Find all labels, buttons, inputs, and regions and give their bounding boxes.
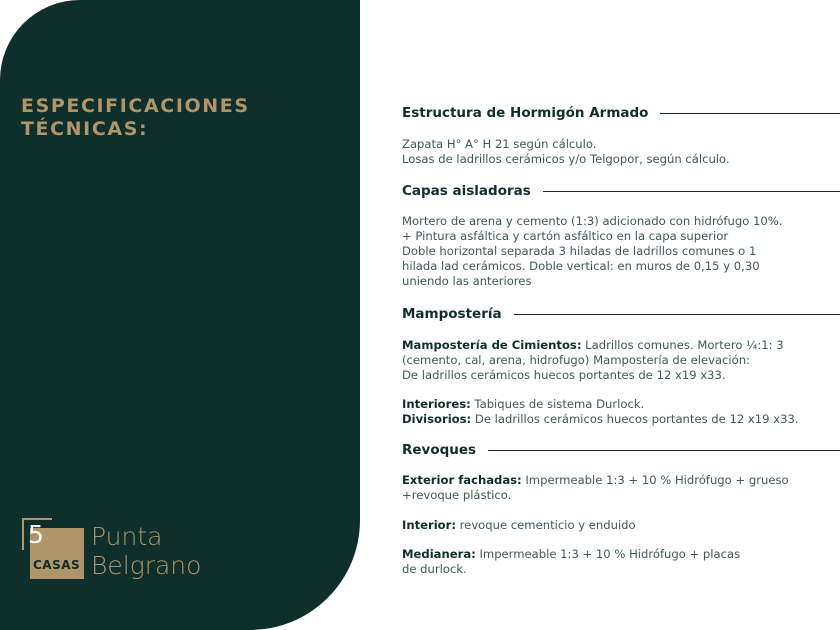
interior-text <box>402 518 832 533</box>
cimientos-label: Mampostería de Cimientos: <box>402 338 582 352</box>
text-line: + Pintura asfáltica y cartón asfáltico en la capa superior <box>402 229 729 243</box>
text-line: Mortero de arena y cemento (1:3) adicionado con hidrófugo 10%. <box>402 214 783 228</box>
text-line <box>402 473 832 488</box>
interiores-label: Interiores: <box>402 397 471 411</box>
section-heading-revoques <box>402 442 840 458</box>
text-line <box>402 412 832 427</box>
section-heading-mamposteria <box>402 306 840 322</box>
title-line-2: TÉCNICAS: <box>21 118 149 140</box>
estructura-text <box>402 137 832 167</box>
logo-number: 5 <box>28 520 44 549</box>
logo-name-line-1: Punta <box>91 522 163 551</box>
logo-badge <box>22 518 84 579</box>
capas-text <box>402 214 832 289</box>
text-line <box>402 518 832 533</box>
exterior-text <box>402 473 832 503</box>
section-heading-capas <box>402 183 840 199</box>
exterior-value: Impermeable 1:3 + 10 % Hidrófugo + grueso <box>521 473 789 487</box>
heading-text: Capas aisladoras <box>402 183 531 199</box>
divisorios-value: De ladrillos cerámicos huecos portantes de 12 x19 x33. <box>471 412 799 426</box>
interiores-text <box>402 397 832 427</box>
text-line: Doble horizontal separada 3 hiladas de ladrillos comunes o 1 <box>402 244 757 258</box>
heading-rule <box>488 450 840 451</box>
text-line: +revoque plástico. <box>402 488 512 502</box>
heading-rule <box>543 191 840 192</box>
text-line: Zapata H° A° H 21 según cálculo. <box>402 137 597 151</box>
exterior-label: Exterior fachadas: <box>402 473 522 487</box>
text-line: (cemento, cal, arena, hidrofugo) Mampostería de elevación: <box>402 353 751 367</box>
text-line <box>402 397 832 412</box>
title-line-1: ESPECIFICACIONES <box>21 95 250 117</box>
logo-wordmark <box>91 522 201 580</box>
interior-label: Interior: <box>402 518 456 532</box>
medianera-value: Impermeable 1:3 + 10 % Hidrófugo + placas <box>475 547 741 561</box>
text-line: de durlock. <box>402 562 467 576</box>
heading-text: Mampostería <box>402 306 502 322</box>
brand-logo <box>22 518 262 588</box>
page-title <box>21 95 250 141</box>
heading-rule <box>660 113 840 114</box>
text-line <box>402 338 832 353</box>
interior-value: revoque cementicio y enduido <box>455 518 636 532</box>
cimientos-text: Ladrillos comunes. Mortero ¼:1: 3 <box>581 338 784 352</box>
medianera-text <box>402 547 832 577</box>
text-line: De ladrillos cerámicos huecos portantes de 12 x19 x33. <box>402 368 726 382</box>
section-heading-estructura <box>402 105 840 121</box>
interiores-value: Tabiques de sistema Durlock. <box>470 397 645 411</box>
text-line: Losas de ladrillos cerámicos y/o Telgopor, según cálculo. <box>402 152 730 166</box>
text-line: hilada lad cerámicos. Doble vertical: en muros de 0,15 y 0,30 <box>402 259 760 273</box>
text-line: uniendo las anteriores <box>402 274 532 288</box>
left-panel <box>0 0 360 630</box>
medianera-label: Medianera: <box>402 547 476 561</box>
divisorios-label: Divisorios: <box>402 412 472 426</box>
mamposteria-text <box>402 338 832 383</box>
text-line <box>402 547 832 562</box>
heading-text: Revoques <box>402 442 477 458</box>
heading-rule <box>514 314 840 315</box>
logo-casas: CASAS <box>33 558 81 572</box>
logo-name-line-2: Belgrano <box>91 551 202 580</box>
heading-text: Estructura de Hormigón Armado <box>402 105 649 121</box>
